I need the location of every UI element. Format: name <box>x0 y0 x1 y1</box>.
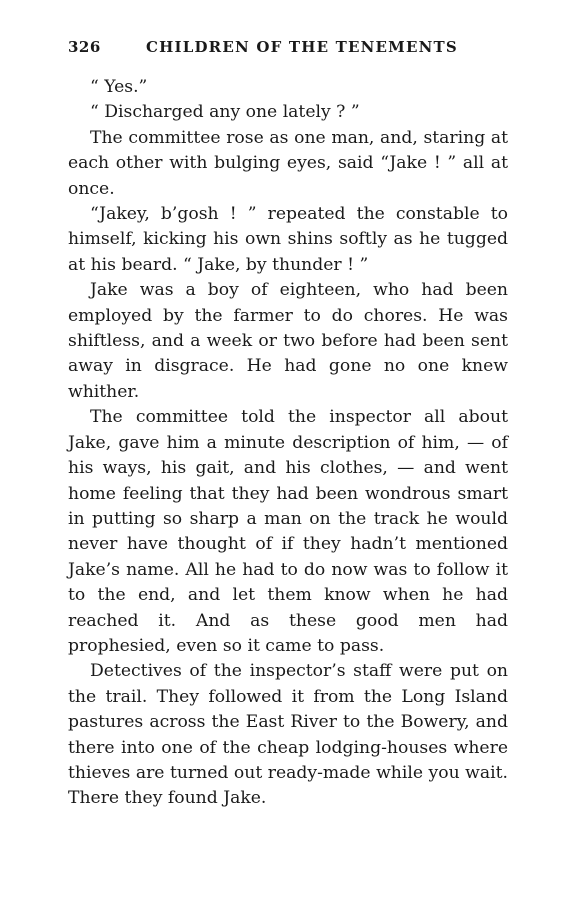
paragraph: Detectives of the inspector’s staff were put on the trail. They followed it from the Long Island pastures across the East River to the Bowery, and there into one of the cheap lodging-houses where thieves are turned out ready-made while you wait. There they found Jake. <box>68 661 508 809</box>
paragraph: “ Yes.” <box>90 77 148 97</box>
paragraph: The committee rose as one man, and, staring at each other with bulging eyes, said “Jake ! ” all at once. <box>68 127 508 199</box>
body-text <box>68 75 508 812</box>
paragraph: “ Discharged any one lately ? ” <box>90 102 360 123</box>
paragraph: Jake was a boy of eighteen, who had been employed by the farmer to do chores. He was shiftless, and a week or two before had been sent away in disgrace. He had gone no one knew whither. <box>68 280 508 402</box>
paragraph: The committee told the inspector all about Jake, gave him a minute description of him, — of his ways, his gait, and his clothes, — and went home feeling that they had been wondrous smart in putting so sharp a man on the track he would never have thought of if they hadn’t mentioned Jake’s name. All he had to do now was to follow it to the end, and let them know when he had reached it. And as these good men had prophesied, even so it came to pass. <box>68 407 508 656</box>
paragraph: “Jakey, b’gosh ! ” repeated the constable to himself, kicking his own shins softly as he tugged at his beard. “ Jake, by thunder ! ” <box>68 204 508 275</box>
running-head: CHILDREN OF THE TENEMENTS <box>146 38 458 56</box>
page-number: 326 <box>68 38 101 56</box>
page-header <box>68 38 508 62</box>
